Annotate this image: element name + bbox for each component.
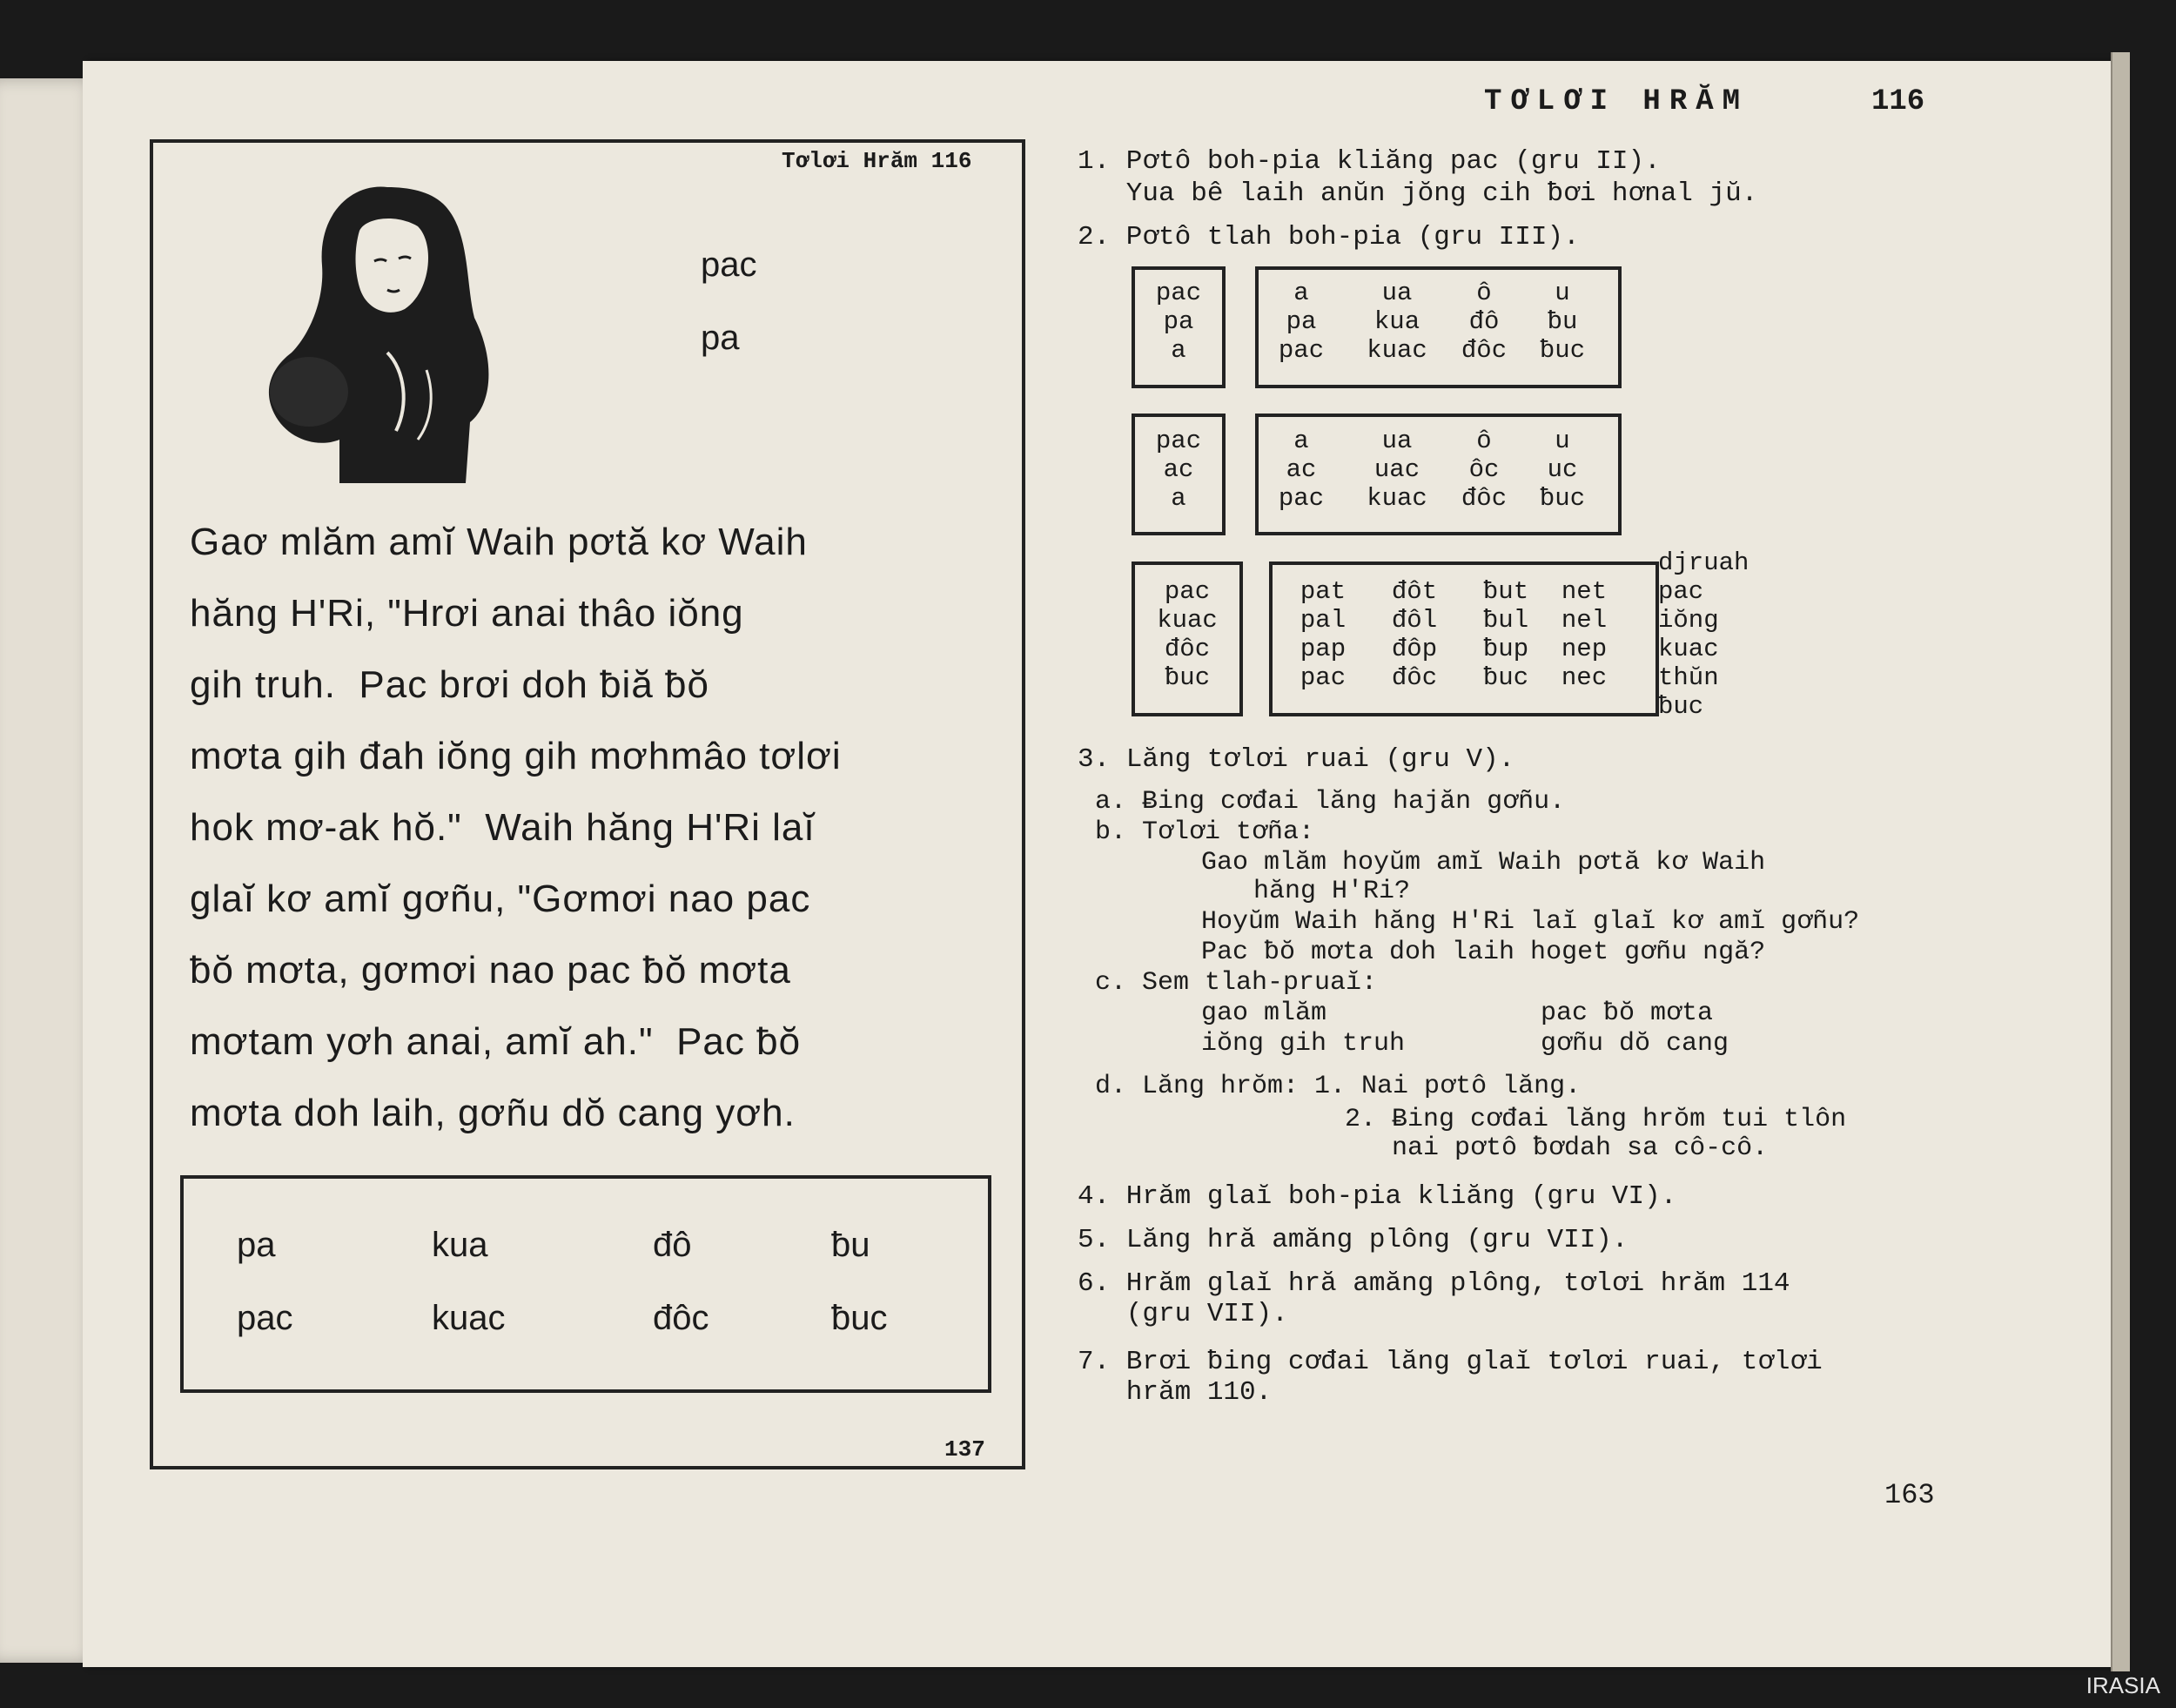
item-1-line-1: 1. Pơtô boh-pia kliăng pac (gru II). xyxy=(1078,146,1661,177)
inset-word-pa: pa xyxy=(701,319,740,357)
story-line: gih truh. Pac brơi doh ƀiă ƀŏ xyxy=(190,663,709,706)
book-spine xyxy=(2111,52,2130,1671)
story-line: hok mơ-ak hŏ." Waih hăng H'Ri laĭ xyxy=(190,806,816,849)
word-bu: ƀu xyxy=(831,1226,870,1264)
item-4: 4. Hrăm glaĭ boh-pia kliăng (gru VI). xyxy=(1078,1181,1677,1212)
story-line: ƀŏ mơta, gơmơi nao pac ƀŏ mơta xyxy=(190,949,791,992)
box3-col: đôt đôl đôp đôc xyxy=(1391,577,1438,692)
box2-col: ô ôc đôc xyxy=(1461,427,1508,513)
item-3c-word-b1: pac ƀŏ mơta xyxy=(1541,999,1714,1028)
item-1-line-2: Yua bê laih anŭn jŏng cih ƀơi hơnal jŭ. xyxy=(1078,178,1758,209)
box3-col: net nel nep nec xyxy=(1561,577,1608,692)
item-3d-step-2a: 2. Ƀing cơđai lăng hrŏm tui tlôn xyxy=(1345,1105,1847,1134)
item-3b-question-2: Hoyŭm Waih hăng H'Ri laĭ glaĭ kơ amĭ gơñu? xyxy=(1201,907,1860,937)
item-6-line-2: (gru VII). xyxy=(1078,1299,1288,1329)
item-3b: b. Tơlơi tơña: xyxy=(1095,817,1315,847)
box2-col: a ac pac xyxy=(1278,427,1325,513)
item-5: 5. Lăng hră amăng plông (gru VII). xyxy=(1078,1225,1629,1255)
box1-col: ô đô đôc xyxy=(1461,279,1508,365)
item-3c: c. Sem tlah-pruaĭ: xyxy=(1095,968,1378,998)
word-kuac: kuac xyxy=(432,1299,506,1337)
box2-left-words: pac ac a xyxy=(1155,427,1202,513)
word-do: đô xyxy=(653,1226,692,1264)
watermark: IRASIA xyxy=(2085,1672,2160,1698)
item-3c-word-a2: iŏng gih truh xyxy=(1201,1029,1406,1059)
word-kua: kua xyxy=(432,1226,488,1264)
item-3: 3. Lăng tơlơi ruai (gru V). xyxy=(1078,744,1515,775)
item-7-line-2: hrăm 110. xyxy=(1078,1377,1273,1408)
story-line: Gaơ mlăm amĭ Waih pơtă kơ Waih xyxy=(190,521,808,563)
box1-col: a pa pac xyxy=(1278,279,1325,365)
box3-left-words: pac kuac đôc ƀuc xyxy=(1157,577,1218,692)
story-line: glaĭ kơ amĭ gơñu, "Gơmơi nao pac xyxy=(190,878,811,920)
item-3d-step-2b: nai pơtô ƀơdah sa cô-cô. xyxy=(1345,1133,1769,1163)
story-line: hăng H'Ri, "Hrơi anai thâo iŏng xyxy=(190,592,744,635)
box3-side-words: djruah pac iŏng kuac thŭn ƀuc xyxy=(1658,548,1750,721)
inset-footer-page: 137 xyxy=(944,1436,985,1463)
word-doc: đôc xyxy=(653,1299,709,1337)
inset-title: Tơlơi Hrăm 116 xyxy=(782,148,972,174)
story-line: mơta doh laih, gơñu dŏ cang yơh. xyxy=(190,1092,796,1134)
item-3c-word-a1: gao mlăm xyxy=(1201,999,1327,1028)
story-line: mơtam yơh anai, amĭ ah." Pac ƀŏ xyxy=(190,1020,802,1063)
word-pac: pac xyxy=(237,1299,293,1337)
item-3d: d. Lăng hrŏm: 1. Nai pơtô lăng. xyxy=(1095,1072,1582,1101)
inset-word-table xyxy=(180,1175,991,1393)
item-3b-question-1a: Gao mlăm hoyŭm amĭ Waih pơtă kơ Waih xyxy=(1201,848,1766,878)
word-buc: ƀuc xyxy=(831,1299,888,1337)
item-2: 2. Pơtô tlah boh-pia (gru III). xyxy=(1078,222,1580,252)
box1-col: u ƀu ƀuc xyxy=(1539,279,1586,365)
box1-col: ua kua kuac xyxy=(1367,279,1427,365)
box1-left-words: pac pa a xyxy=(1155,279,1202,365)
box2-col: u uc ƀuc xyxy=(1539,427,1586,513)
item-3b-question-3: Pac ƀŏ mơta doh laih hoget gơñu ngă? xyxy=(1201,938,1766,967)
header-page-number: 116 xyxy=(1871,85,1925,118)
item-6-line-1: 6. Hrăm glaĭ hră amăng plông, tơlơi hrăm 114 xyxy=(1078,1268,1790,1299)
item-3a: a. Ƀing cơđai lăng hajăn gơñu. xyxy=(1095,787,1566,817)
word-pa: pa xyxy=(237,1226,276,1264)
box2-col: ua uac kuac xyxy=(1367,427,1427,513)
girl-illustration xyxy=(257,178,518,492)
item-7-line-1: 7. Brơi ƀing cơđai lăng glaĭ tơlơi ruai, tơlơi xyxy=(1078,1347,1823,1377)
inset-word-pac: pac xyxy=(701,245,757,284)
page-number: 163 xyxy=(1884,1479,1935,1511)
item-3c-word-b2: gơñu dŏ cang xyxy=(1541,1029,1729,1059)
story-line: mơta gih đah iŏng gih mơhmâo tơlơi xyxy=(190,735,842,777)
item-3b-question-1b: hăng H'Ri? xyxy=(1253,877,1411,906)
box3-col: pat pal pap pac xyxy=(1300,577,1347,692)
header-title: TƠLƠI HRĂM xyxy=(1484,85,1750,118)
box3-col: ƀut ƀul ƀup ƀuc xyxy=(1482,577,1529,692)
